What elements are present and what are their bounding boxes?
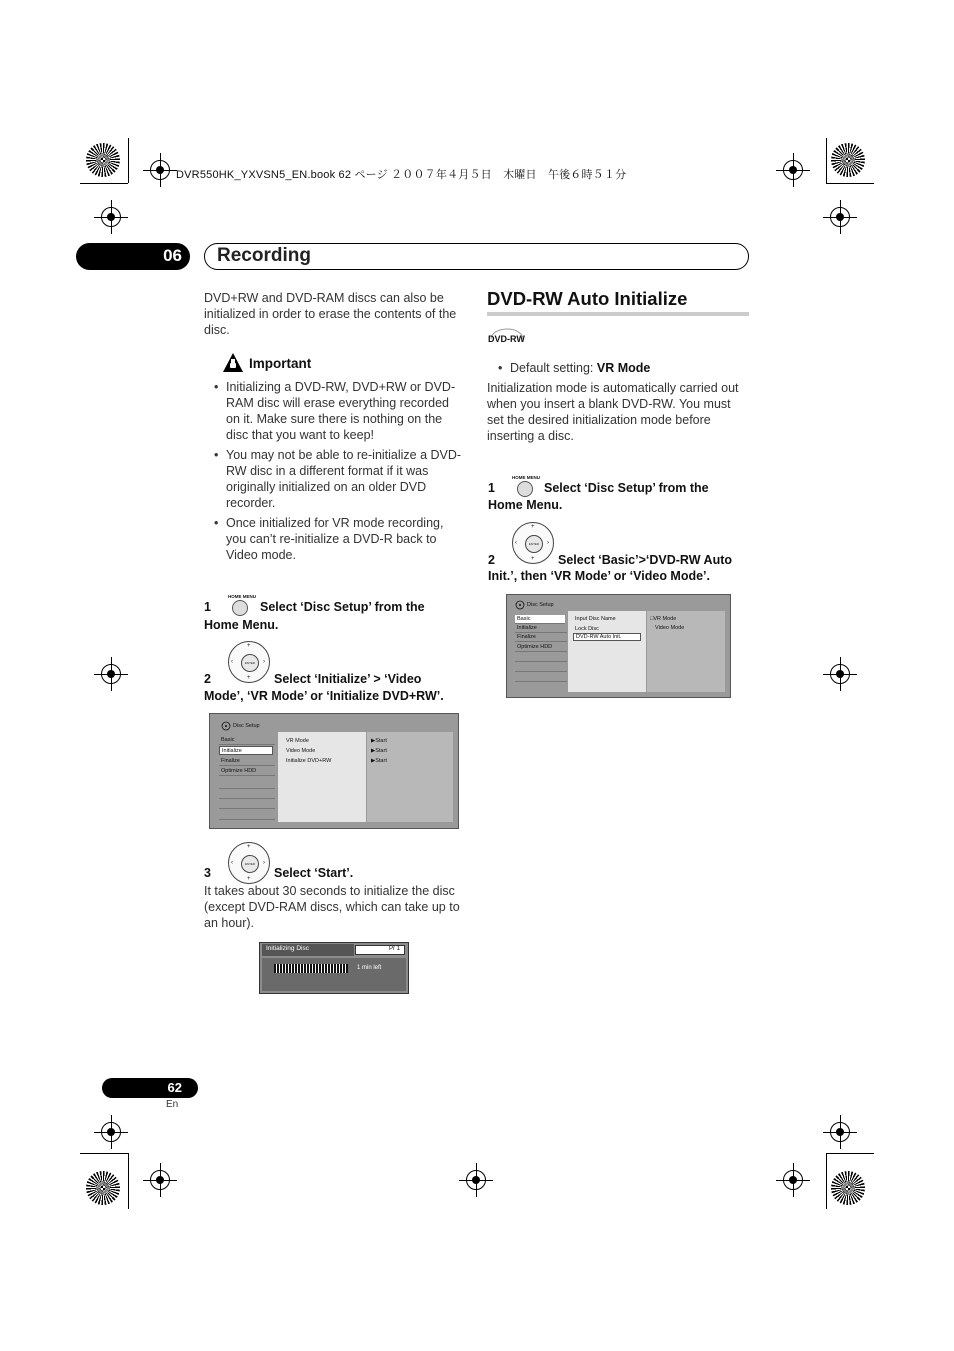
crosshair-icon	[830, 1122, 850, 1142]
option-label: Input Disc Name	[575, 616, 616, 622]
dvd-rw-badge	[487, 328, 527, 348]
registration-star-icon	[86, 143, 120, 177]
step-number: 3	[204, 866, 211, 880]
page-number-pill	[102, 1078, 198, 1098]
values-panel	[647, 611, 725, 692]
step-number: 1	[488, 481, 495, 495]
home-menu-label: HOME MENU	[512, 475, 540, 480]
menu-item: Finalize	[219, 757, 275, 766]
crosshair-icon	[101, 207, 121, 227]
crosshair-icon	[783, 160, 803, 180]
menu-item: Initialize	[515, 624, 567, 633]
registration-star-icon	[86, 1171, 120, 1205]
list-item: • Initializing a DVD-RW, DVD+RW or DVD-RAM disc will erase everything recorded on it. Make sure there is nothing on the disc that you want to keep!	[212, 379, 466, 443]
value-label: Video Mode	[655, 625, 685, 631]
page-number: 62	[167, 1080, 182, 1095]
option-label: Initialize DVD+RW	[286, 758, 332, 764]
action-label: ▶Start	[371, 758, 387, 764]
registration-star-icon	[831, 143, 865, 177]
option-label: Lock Disc	[575, 626, 599, 632]
menu-item-selected: Basic	[515, 615, 565, 624]
step-text: Select ‘Disc Setup’ from the	[260, 600, 425, 614]
step-number: 2	[204, 672, 211, 686]
step-number: 1	[204, 600, 211, 614]
enter-dial-icon: + + ‹ › ENTER	[228, 641, 270, 683]
disc-badge-label: DVD-RW	[488, 334, 525, 344]
options-panel	[278, 732, 366, 822]
menu-item-selected: Initialize	[219, 746, 273, 755]
disc-icon	[515, 600, 525, 610]
chapter-title: Recording	[217, 245, 311, 266]
registration-star-icon	[831, 1171, 865, 1205]
osd-remaining: 1 min left	[357, 965, 382, 971]
screen-title: Disc Setup	[527, 602, 554, 608]
crosshair-icon	[101, 664, 121, 684]
osd-body	[262, 958, 406, 991]
crosshair-icon	[150, 160, 170, 180]
list-item: • You may not be able to re-initialize a DVD-RW disc in a different format if it was originally initialized on an older DVD recorder.	[212, 447, 466, 511]
progress-bar	[274, 964, 348, 973]
warning-hand-icon	[222, 352, 244, 374]
option-label-selected: DVD-RW Auto Init.	[573, 633, 641, 641]
disc-setup-screen	[209, 713, 459, 829]
action-label: ▶Start	[371, 748, 387, 754]
menu-item: Optimize HDD	[515, 643, 567, 652]
crosshair-icon	[466, 1170, 486, 1190]
important-title: Important	[249, 356, 312, 371]
actions-panel	[367, 732, 453, 822]
home-menu-label: HOME MENU	[228, 594, 256, 599]
step-text: Select ‘Start’.	[274, 866, 354, 880]
disc-icon	[221, 721, 231, 731]
important-list	[212, 379, 466, 567]
step-description: It takes about 30 seconds to initialize the disc (except DVD-RAM discs, which can take up to an hour).	[204, 884, 460, 930]
disc-setup-screen	[506, 594, 731, 698]
crosshair-icon	[783, 1170, 803, 1190]
menu-item: Basic	[219, 736, 275, 745]
enter-dial-icon: + + ‹ › ENTER	[228, 842, 270, 884]
osd-title: Initializing Disc	[266, 945, 309, 952]
step-text: Select ‘Basic’>‘DVD-RW Auto	[558, 553, 732, 567]
step-text: Home Menu.	[204, 618, 279, 632]
list-item: • Default setting: VR Mode	[496, 360, 746, 376]
crosshair-icon	[150, 1170, 170, 1190]
crosshair-icon	[101, 1122, 121, 1142]
step-text: Select ‘Disc Setup’ from the	[544, 481, 709, 495]
option-label: Video Mode	[286, 748, 316, 754]
value-label: □VR Mode	[650, 616, 677, 622]
progress-fill	[274, 964, 348, 973]
step-text: Select ‘Initialize’ > ‘Video	[274, 672, 422, 686]
menu-item: Optimize HDD	[219, 767, 275, 776]
section-heading: DVD-RW Auto Initialize	[487, 288, 688, 309]
osd-channel-box	[355, 945, 405, 955]
chapter-number: 06	[163, 246, 182, 265]
home-menu-button-icon	[232, 600, 248, 616]
list-item: • Once initialized for VR mode recording, you can’t re-initialize a DVD-R back to Video mode.	[212, 515, 466, 563]
options-panel	[568, 611, 646, 692]
home-menu-button-icon	[517, 481, 533, 497]
file-info-header: DVR550HK_YXVSN5_EN.book 62 ページ ２００７年４月５日 木曜日 午後６時５１分	[176, 169, 627, 181]
step-number: 2	[488, 553, 495, 567]
default-setting-list	[496, 360, 746, 380]
heading-underline	[487, 312, 749, 316]
action-label: ▶Start	[371, 738, 387, 744]
step-text: Mode’, ‘VR Mode’ or ‘Initialize DVD+RW’.	[204, 689, 444, 703]
description-paragraph: Initialization mode is automatically carried out when you insert a blank DVD-RW. You must set the desired initialization mode before inserting a disc.	[487, 381, 739, 443]
menu-item: Finalize	[515, 633, 567, 642]
osd-title-bar	[262, 944, 354, 956]
step-text: Home Menu.	[488, 498, 563, 512]
crosshair-icon	[830, 664, 850, 684]
enter-dial-icon: + + ‹ › ENTER	[512, 522, 554, 564]
chapter-title-bar	[204, 243, 749, 270]
option-label: VR Mode	[286, 738, 309, 744]
page-language: En	[166, 1099, 179, 1110]
screen-title: Disc Setup	[233, 723, 260, 729]
crosshair-icon	[830, 207, 850, 227]
intro-paragraph: DVD+RW and DVD-RAM discs can also be initialized in order to erase the contents of the disc.	[204, 291, 457, 337]
osd-channel: Pr 1	[388, 946, 400, 952]
step-text: Init.’, then ‘VR Mode’ or ‘Video Mode’.	[488, 569, 711, 583]
initializing-osd	[259, 942, 409, 994]
chapter-badge	[76, 243, 190, 270]
